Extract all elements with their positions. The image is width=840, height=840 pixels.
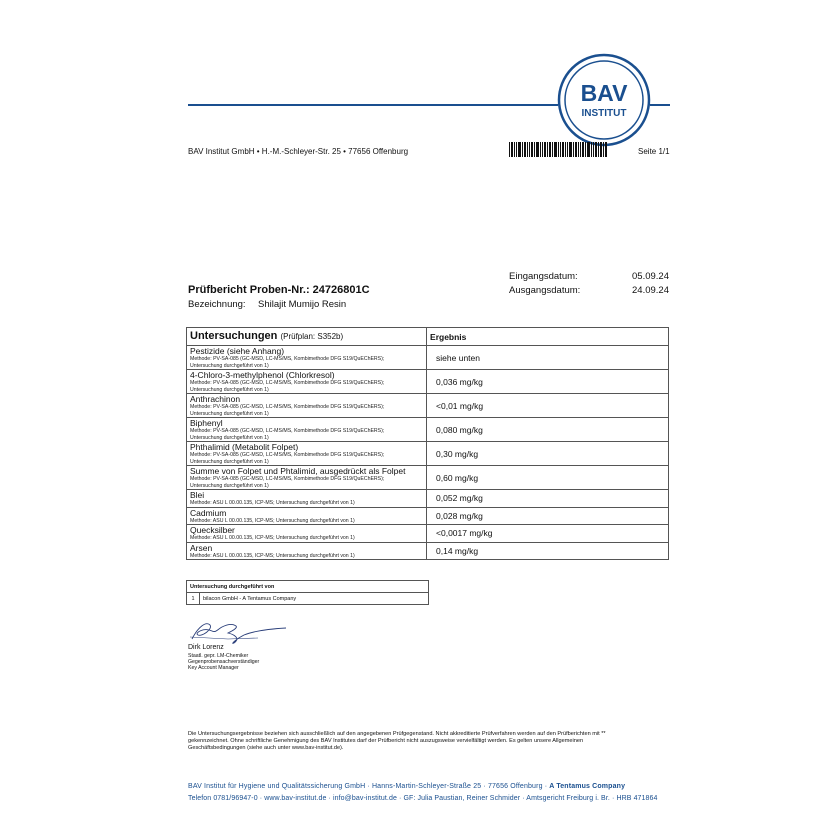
designation-value: Shilajit Mumijo Resin bbox=[258, 299, 347, 310]
performed-by-header: Untersuchung durchgeführt von bbox=[187, 581, 429, 593]
result-value: 0,028 mg/kg bbox=[427, 507, 669, 525]
analyte-name: Anthrachinon bbox=[190, 394, 241, 404]
table-row bbox=[187, 442, 669, 466]
method-text: Methode: ASU L 00.00.135, ICP-MS; Untersuchung durchgeführt von 1) bbox=[190, 517, 355, 524]
method-text: Methode: PV-SA-085 (GC-MSD, LC-MS/MS, Kombimethode DFG S19/QuEChERS); bbox=[190, 476, 385, 482]
performed-by-table bbox=[186, 580, 429, 605]
result-value: 0,036 mg/kg bbox=[427, 370, 669, 394]
header-test-plan: (Prüfplan: S352b) bbox=[280, 332, 344, 341]
method-text: Methode: ASU L 00.00.135, ICP-MS; Untersuchung durchgeführt von 1) bbox=[190, 500, 355, 506]
table-header-row bbox=[187, 328, 669, 346]
table-row bbox=[187, 542, 669, 560]
header-rule-left bbox=[188, 104, 558, 106]
result-value: 0,60 mg/kg bbox=[427, 466, 669, 490]
table-row bbox=[187, 466, 669, 490]
method-text: Methode: ASU L 00.00.135, ICP-MS; Untersuchung durchgeführt von 1) bbox=[190, 535, 355, 541]
analyte-name: 4-Chloro-3-methylphenol (Chlorkresol) bbox=[190, 370, 335, 380]
lab-name: bilacon GmbH - A Tentamus Company bbox=[200, 593, 429, 605]
table-header-analyses bbox=[187, 328, 427, 346]
footer-contact-line: Telefon 0781/96947-0 · www.bav-institut.de · info@bav-institut.de · GF: Julia Paustian, Reiner Schmider · Amtsgericht Freiburg i. Br. · HRB 471864 bbox=[188, 795, 658, 802]
result-value: 0,080 mg/kg bbox=[427, 418, 669, 442]
table-row bbox=[187, 418, 669, 442]
footer-company-line bbox=[188, 783, 625, 790]
analyte-name: Cadmium bbox=[190, 507, 227, 518]
barcode-icon bbox=[509, 142, 607, 157]
method-text: Untersuchung durchgeführt von 1) bbox=[190, 362, 269, 369]
method-text: Methode: PV-SA-085 (GC-MSD, LC-MS/MS, Kombimethode DFG S19/QuEChERS); bbox=[190, 356, 385, 362]
method-text: Untersuchung durchgeführt von 1) bbox=[190, 482, 269, 489]
disclaimer-line: Geschäftsbedingungen (siehe auch unter www.bav-institut.de). bbox=[188, 745, 344, 751]
method-text: Methode: PV-SA-085 (GC-MSD, LC-MS/MS, Kombimethode DFG S19/QuEChERS); bbox=[190, 428, 385, 434]
table-header-result: Ergebnis bbox=[427, 328, 669, 346]
logo-text-top: BAV bbox=[580, 80, 628, 106]
table-row bbox=[187, 507, 669, 525]
method-text: Methode: PV-SA-085 (GC-MSD, LC-MS/MS, Kombimethode DFG S19/QuEChERS); bbox=[190, 404, 385, 410]
analyte-name: Biphenyl bbox=[190, 418, 223, 428]
result-value: siehe unten bbox=[427, 346, 669, 370]
disclaimer-line: Die Untersuchungsergebnisse beziehen sich ausschließlich auf den angegebenen Prüfgegenstand. Nicht akkreditierte Prüfverfahren werden auf den Prüfberichten mit ** bbox=[188, 731, 606, 737]
analyte-name: Pestizide (siehe Anhang) bbox=[190, 346, 285, 356]
method-text: Methode: PV-SA-085 (GC-MSD, LC-MS/MS, Kombimethode DFG S19/QuEChERS); bbox=[190, 380, 385, 386]
signer-title: Key Account Manager bbox=[188, 665, 239, 671]
analyte-name: Blei bbox=[190, 490, 205, 500]
designation-label: Bezeichnung: bbox=[188, 299, 246, 310]
received-date-label: Eingangsdatum: bbox=[509, 271, 578, 282]
disclaimer-line: gekennzeichnet. Ohne schriftliche Genehmigung des BAV Institutes darf der Prüfbericht nicht auszugsweise vervielfältigt werden. Es gelten unsere Allgemeinen bbox=[188, 738, 584, 744]
footer-brand: A Tentamus Company bbox=[549, 783, 626, 790]
performed-by-header-row bbox=[187, 581, 429, 593]
table-row bbox=[187, 370, 669, 394]
result-value: 0,052 mg/kg bbox=[427, 490, 669, 508]
lab-number: 1 bbox=[187, 593, 200, 605]
method-text: Untersuchung durchgeführt von 1) bbox=[190, 434, 269, 441]
header-analyses-label: Untersuchungen bbox=[190, 330, 278, 342]
issued-date-label: Ausgangsdatum: bbox=[509, 285, 581, 296]
analyte-name: Phthalimid (Metabolit Folpet) bbox=[190, 442, 299, 452]
signer-title: Gegenprobensachverständiger bbox=[188, 659, 260, 665]
analyte-name: Arsen bbox=[190, 542, 213, 553]
sender-address: BAV Institut GmbH • H.-M.-Schleyer-Str. 25 • 77656 Offenburg bbox=[188, 147, 409, 156]
analyte-name: Quecksilber bbox=[190, 525, 235, 535]
disclaimer bbox=[188, 731, 668, 752]
table-row bbox=[187, 346, 669, 370]
table-row bbox=[187, 525, 669, 543]
result-value: <0,01 mg/kg bbox=[427, 394, 669, 418]
method-text: Methode: ASU L 00.00.135, ICP-MS; Untersuchung durchgeführt von 1) bbox=[190, 552, 355, 559]
footer-address: BAV Institut für Hygiene und Qualitätssicherung GmbH · Hanns-Martin-Schleyer-Straße 25 · 77656 Offenburg · bbox=[188, 783, 550, 790]
signer-title: Staatl. gepr. LM-Chemiker bbox=[188, 653, 249, 659]
result-value: 0,30 mg/kg bbox=[427, 442, 669, 466]
page-number: Seite 1/1 bbox=[638, 147, 670, 156]
method-text: Untersuchung durchgeführt von 1) bbox=[190, 386, 269, 393]
method-text: Untersuchung durchgeführt von 1) bbox=[190, 458, 269, 465]
logo-text-bottom: INSTITUT bbox=[581, 108, 627, 119]
received-date-value: 05.09.24 bbox=[632, 271, 669, 282]
result-value: <0,0017 mg/kg bbox=[427, 525, 669, 543]
performed-by-row bbox=[187, 593, 429, 605]
signature-image bbox=[188, 617, 288, 647]
table-row bbox=[187, 394, 669, 418]
signer-name: Dirk Lorenz bbox=[188, 644, 224, 651]
result-value: 0,14 mg/kg bbox=[427, 542, 669, 560]
analyte-name: Summe von Folpet und Phtalimid, ausgedrückt als Folpet bbox=[190, 466, 406, 476]
method-text: Untersuchung durchgeführt von 1) bbox=[190, 410, 269, 417]
header-rule-right bbox=[650, 104, 670, 106]
table-row bbox=[187, 490, 669, 508]
bav-logo bbox=[557, 53, 651, 147]
report-title: Prüfbericht Proben-Nr.: 24726801C bbox=[188, 284, 370, 296]
results-table bbox=[186, 327, 669, 560]
method-text: Methode: PV-SA-085 (GC-MSD, LC-MS/MS, Kombimethode DFG S19/QuEChERS); bbox=[190, 452, 385, 458]
issued-date-value: 24.09.24 bbox=[632, 285, 669, 296]
